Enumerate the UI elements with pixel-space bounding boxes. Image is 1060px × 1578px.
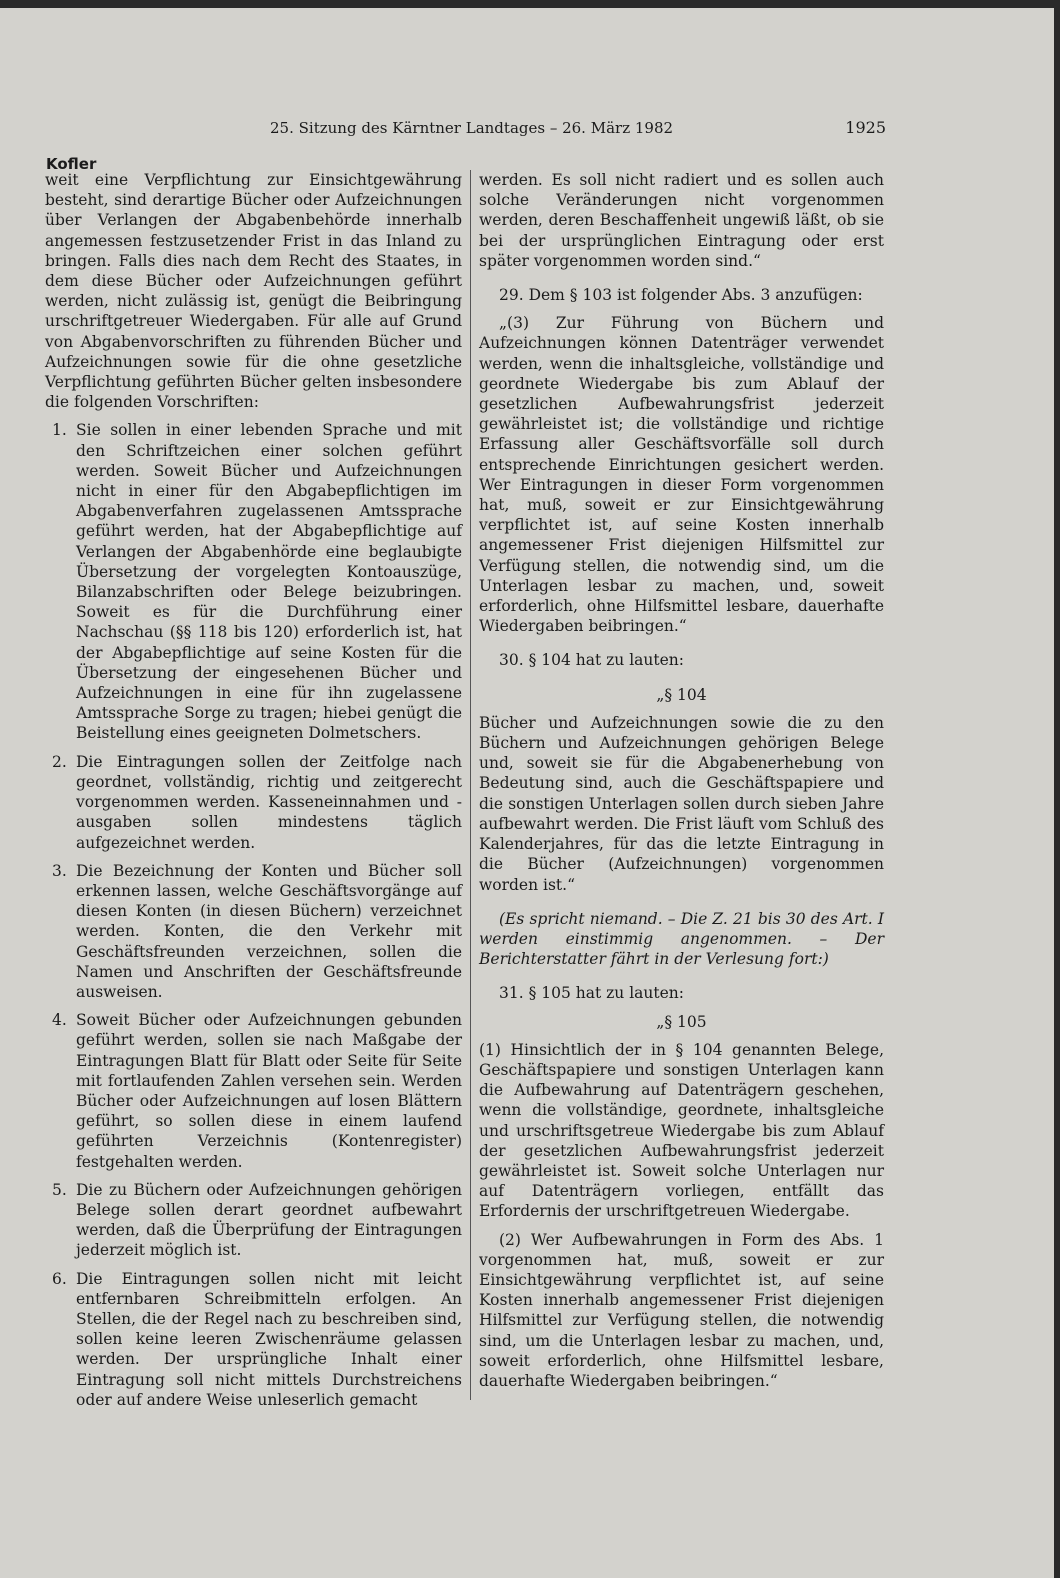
list-item-number: 1. (52, 421, 67, 440)
list-item-text: Die Eintragungen sollen nicht mit leicht entfernbaren Schreibmitteln erfolgen. An Stellen, die der Regel nach zu beschreiben sind, sollen keine leeren Zwischenräume gelassen werden. Der ursprüngliche Inhalt einer Eintragung soll nicht mittels Durchstreichens oder auf andere Weise unleserlich gemacht (76, 1269, 462, 1409)
list-item-number: 6. (52, 1269, 67, 1288)
list-item-number: 5. (52, 1180, 67, 1199)
list-item-text: Die zu Büchern oder Aufzeichnungen gehörigen Belege sollen derart geordnet aufbewahrt werden, daß die Überprüfung der Eintragungen jederzeit möglich ist. (76, 1180, 462, 1260)
list-item-text: Die Eintragungen sollen der Zeitfolge nach geordnet, vollständig, richtig und zeitgerecht vorgenommen werden. Kasseneinnahmen und -ausgaben sollen mindestens täglich aufgezeichnet werden. (76, 752, 462, 852)
section-104-heading: „§ 104 (656, 685, 707, 704)
document-page (0, 8, 1054, 1578)
list-item-number: 4. (52, 1011, 67, 1030)
page-number: 1925 (845, 118, 886, 137)
list-item (45, 861, 462, 1002)
list-item-text: Die Bezeichnung der Konten und Bücher soll erkennen lassen, welche Geschäftsvorgänge auf diesen Konten (in diesen Büchern) verzeichnet werden. Konten, die den Verkehr mit Geschäftsfreunden verzeichnen, sollen die Namen und Anschriften der Geschäftsfreunde ausweisen. (76, 861, 462, 1001)
section-105-heading: „§ 105 (656, 1012, 707, 1031)
section-29-intro: 29. Dem § 103 ist folgender Abs. 3 anzufügen: (499, 286, 863, 305)
list-item (45, 420, 462, 743)
left-column (45, 170, 462, 1410)
column-divider (470, 170, 471, 1400)
section-105-para-2: (2) Wer Aufbewahrungen in Form des Abs. 1 vorgenommen hat, muß, soweit er zur Einsichtgewährung verpflichtet ist, auf seine Kosten innerhalb angemessener Frist diejenigen Hilfsmittel zur Verfügung stellen, die notwendig sind, um die Unterlagen lesbar zu machen, und, soweit erforderlich, ohne Hilfsmittel lesbare, dauerhafte Wiedergaben beibringen.“ (479, 1230, 884, 1390)
list-item (45, 1269, 462, 1410)
left-intro-paragraph: weit eine Verpflichtung zur Einsichtgewährung besteht, sind derartige Bücher oder Aufzeichnungen über Verlangen der Abgabenbehörde innerhalb angemessen festzusetzender Frist in das Inland zu bringen. Falls dies nach dem Recht des Staates, in dem diese Bücher oder Aufzeichnungen geführt werden, nicht zulässig ist, genügt die Beibringung urschriftgetreuer Wiedergaben. Für alle auf Grund von Abgabenvorschriften zu führenden Bücher und Aufzeichnungen sowie für die ohne gesetzliche Verpflichtung geführten Bücher gelten insbesondere die folgenden Vorschriften: (45, 171, 462, 412)
list-item-text: Soweit Bücher oder Aufzeichnungen gebunden geführt werden, sollen sie nach Maßgabe der Eintragungen Blatt für Blatt oder Seite für Seite mit fortlaufenden Zahlen versehen sein. Werden Bücher oder Aufzeichnungen auf losen Blättern geführt, so sollen diese in einem laufend geführten Verzeichnis (Kontenregister) festgehalten werden. (76, 1011, 462, 1171)
list-item (45, 1180, 462, 1261)
speaker-name: Kofler (46, 155, 97, 173)
section-105-para-1: (1) Hinsichtlich der in § 104 genannten Belege, Geschäftspapiere und sonstigen Unterlagen kann die Aufbewahrung auf Datenträgern geschehen, wenn die vollständige, geordnete, inhaltsgleiche und urschriftsgetreue Wiedergabe bis zum Ablauf der gesetzlichen Aufbewahrungsfrist jederzeit gewährleistet ist. Soweit solche Unterlagen nur auf Datenträgern vorliegen, entfällt das Erfordernis der urschriftgetreuen Wiedergabe. (479, 1040, 884, 1221)
list-item (45, 1010, 462, 1172)
section-104-text: Bücher und Aufzeichnungen sowie die zu den Büchern und Aufzeichnungen gehörigen Belege und, soweit sie für die Abgabenerhebung von Bedeutung sind, auch die Geschäftspapiere und die sonstigen Unterlagen sollen durch sieben Jahre aufbewahrt werden. Die Frist läuft vom Schluß des Kalenderjahres, für das die letzte Eintragung in die Bücher (Aufzeichnungen) vorgenommen worden ist.“ (479, 713, 884, 894)
header-title: 25. Sitzung des Kärntner Landtages – 26. März 1982 (270, 119, 674, 137)
list-item-text: Sie sollen in einer lebenden Sprache und mit den Schriftzeichen einer solchen geführt werden. Soweit Bücher und Aufzeichnungen nicht in einer für den Abgabepflichtigen im Abgabenverfahren zugelassenen Amtssprache geführt werden, hat der Abgabepflichtige auf Verlangen der Abgabenhörde eine beglaubigte Übersetzung der vorgelegten Kontoauszüge, Bilanzabschriften oder Belege beizubringen. Soweit es für die Durchführung einer Nachschau (§§ 118 bis 120) erforderlich ist, hat der Abgabepflichtige auf seine Kosten für die Übersetzung der eingesehenen Bücher und Aufzeichnungen in eine für ihn zugelassene Amtssprache Sorge zu tragen; hiebei genügt die Beistellung eines geeigneten Dolmetschers. (76, 421, 462, 743)
list-item-number: 3. (52, 861, 67, 880)
right-column (479, 170, 884, 1391)
section-29-text: „(3) Zur Führung von Büchern und Aufzeichnungen können Datenträger verwendet werden, wenn die inhaltsgleiche, vollständige und geordnete Wiedergabe bis zum Ablauf der gesetzlichen Aufbewahrungsfrist jederzeit gewährleistet ist; die vollständige und richtige Erfassung aller Geschäftsvorfälle soll durch entsprechende Einrichtungen gesichert werden. Wer Eintragungen in dieser Form vorgenommen hat, muß, soweit er zur Einsichtgewährung verpflichtet ist, auf seine Kosten innerhalb angemessener Frist diejenigen Hilfsmittel zur Verfügung stellen, die notwendig sind, um die Unterlagen lesbar zu machen, und, soweit erforderlich, ohne Hilfsmittel lesbare, dauerhafte Wiedergaben beibringen.“ (479, 314, 884, 636)
continuation-paragraph: werden. Es soll nicht radiert und es sollen auch solche Veränderungen nicht vorgenommen werden, deren Beschaffenheit ungewiß läßt, ob sie bei der ursprünglichen Eintragung oder erst später vorgenommen worden sind.“ (479, 171, 884, 270)
section-30-intro: 30. § 104 hat zu lauten: (499, 651, 685, 670)
section-31-intro: 31. § 105 hat zu lauten: (499, 984, 685, 1003)
list-item (45, 752, 462, 853)
list-item-number: 2. (52, 752, 67, 771)
remark-paragraph: (Es spricht niemand. – Die Z. 21 bis 30 des Art. I werden einstimmig angenommen. – Der Berichterstatter fährt in der Verlesung fort:) (479, 909, 884, 969)
